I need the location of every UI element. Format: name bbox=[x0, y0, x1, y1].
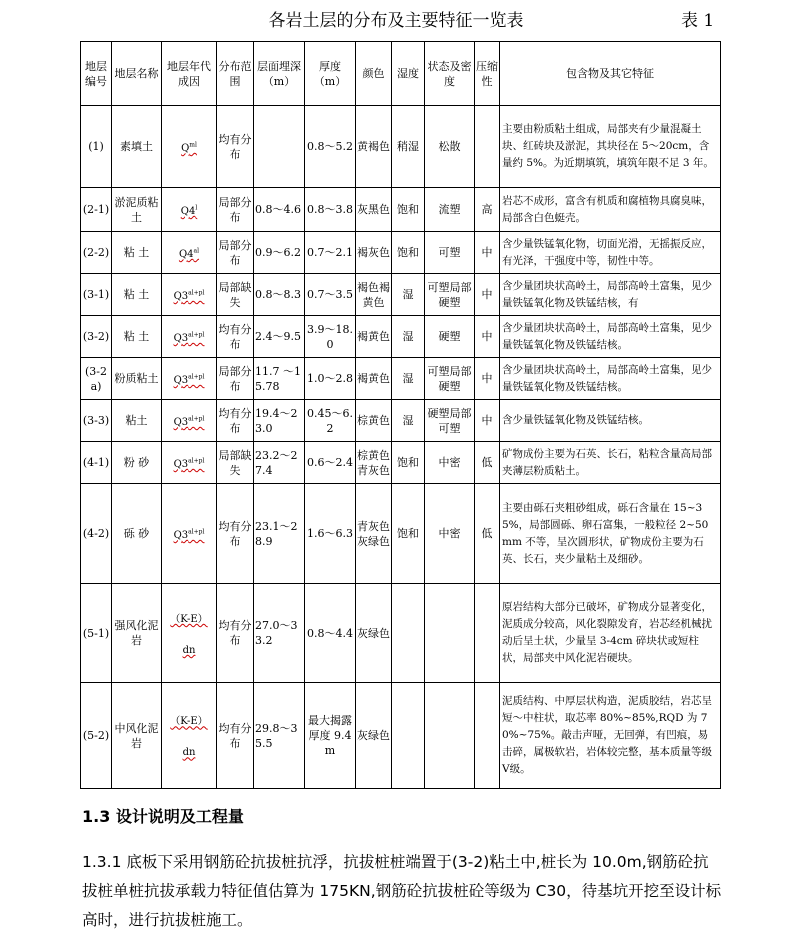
layer-id: (4-2) bbox=[81, 484, 112, 584]
header-range: 分布范围 bbox=[217, 42, 254, 106]
layer-humidity: 饱和 bbox=[392, 442, 425, 484]
layer-name: 粘 土 bbox=[112, 274, 162, 316]
age-main: Q bbox=[173, 458, 182, 470]
age-sup: al+pl bbox=[188, 331, 205, 339]
table-number: 表 1 bbox=[681, 11, 715, 31]
header-features: 包含物及其它特征 bbox=[500, 42, 721, 106]
layer-id: (2-1) bbox=[81, 188, 112, 232]
layer-age bbox=[162, 400, 217, 442]
layer-range: 局部分布 bbox=[217, 232, 254, 274]
table-row bbox=[81, 442, 721, 484]
layer-color: 棕黄色青灰色 bbox=[356, 442, 392, 484]
layer-age bbox=[162, 584, 217, 683]
layer-name: 砾 砂 bbox=[112, 484, 162, 584]
layer-age bbox=[162, 316, 217, 358]
layer-name: 中风化泥 岩 bbox=[112, 683, 162, 789]
age-symbol bbox=[174, 457, 205, 470]
age-main: Q bbox=[178, 248, 188, 260]
layer-humidity: 湿 bbox=[392, 400, 425, 442]
layer-thickness: 最大揭露厚度 9.4m bbox=[305, 683, 356, 789]
age-sub: 4 bbox=[187, 248, 194, 260]
age-main: Q bbox=[173, 332, 182, 344]
age-sub: 3 bbox=[181, 529, 189, 541]
layer-compressibility bbox=[475, 584, 500, 683]
layer-color: 黄褐色 bbox=[356, 106, 392, 188]
layer-features: 原岩结构大部分已破坏，矿物成分显著变化，泥质成分较高，风化裂隙发育，岩芯经机械扰动后呈土状，少量呈 3-4cm 碎块状或短柱状，局部夹中风化泥岩硬块。 bbox=[500, 584, 721, 683]
layer-range: 局部分布 bbox=[217, 358, 254, 400]
age-sup: l bbox=[195, 204, 198, 212]
age-sup: ml bbox=[189, 141, 197, 149]
layer-humidity: 饱和 bbox=[392, 232, 425, 274]
layer-color: 褐黄色 bbox=[356, 358, 392, 400]
layer-compressibility: 中 bbox=[475, 274, 500, 316]
age-main: Q bbox=[173, 416, 182, 428]
section-paragraph: 1.3.1 底板下采用钢筋砼抗拔桩抗浮，抗拔桩桩端置于(3-2)粘土中,桩长为 10.0m,钢筋砼抗拔桩单桩抗拔承载力特征值估算为 175KN,钢筋砼抗拔桩砼等级为 C30，待基坑开挖至设计标高时，进行抗拔桩施工。 bbox=[82, 853, 722, 929]
age-sub: 3 bbox=[181, 374, 189, 386]
layer-humidity: 稍湿 bbox=[392, 106, 425, 188]
layer-depth: 0.8～4.6 bbox=[254, 188, 305, 232]
age-sup: al+pl bbox=[188, 289, 205, 297]
section-heading: 1.3 设计说明及工程量 bbox=[82, 807, 244, 826]
layer-range: 均有分布 bbox=[217, 683, 254, 789]
layer-features: 含少量铁锰氧化物及铁锰结核。 bbox=[500, 400, 721, 442]
layer-id: (3-3) bbox=[81, 400, 112, 442]
layer-range: 局部分布 bbox=[217, 188, 254, 232]
layer-range: 局部缺失 bbox=[217, 442, 254, 484]
table-row bbox=[81, 683, 721, 789]
layer-depth: 27.0～33.2 bbox=[254, 584, 305, 683]
layer-state bbox=[425, 683, 475, 789]
layer-compressibility: 中 bbox=[475, 232, 500, 274]
layer-name: 粘土 bbox=[112, 400, 162, 442]
layer-humidity: 湿 bbox=[392, 274, 425, 316]
layer-thickness: 0.45～6.2 bbox=[305, 400, 356, 442]
table-row bbox=[81, 400, 721, 442]
header-state: 状态及密度 bbox=[425, 42, 475, 106]
layer-id: (2-2) bbox=[81, 232, 112, 274]
layer-features: 含少量团块状高岭土，局部高岭土富集，见少量铁锰氧化物及铁锰结核。 bbox=[500, 358, 721, 400]
layer-name: 粘 土 bbox=[112, 232, 162, 274]
table-row bbox=[81, 274, 721, 316]
table-row bbox=[81, 358, 721, 400]
soil-layer-table bbox=[80, 41, 721, 789]
layer-state: 中密 bbox=[425, 442, 475, 484]
layer-id: (5-1) bbox=[81, 584, 112, 683]
layer-humidity bbox=[392, 683, 425, 789]
age-main: Q bbox=[173, 529, 182, 541]
layer-age bbox=[162, 358, 217, 400]
layer-thickness: 1.0～2.8 bbox=[305, 358, 356, 400]
layer-age bbox=[162, 274, 217, 316]
layer-features: 矿物成份主要为石英、长石，粘粒含量高局部夹薄层粉质粘土。 bbox=[500, 442, 721, 484]
layer-color: 褐灰色 bbox=[356, 232, 392, 274]
layer-state: 硬塑局部可塑 bbox=[425, 400, 475, 442]
layer-compressibility: 中 bbox=[475, 358, 500, 400]
layer-state: 中密 bbox=[425, 484, 475, 584]
layer-color: 青灰色灰绿色 bbox=[356, 484, 392, 584]
layer-range: 均有分布 bbox=[217, 584, 254, 683]
layer-thickness: 0.8～4.4 bbox=[305, 584, 356, 683]
age-sub: 3 bbox=[181, 458, 189, 470]
age-sup: al+pl bbox=[188, 457, 205, 465]
age-symbol bbox=[174, 373, 205, 386]
layer-name: 素填土 bbox=[112, 106, 162, 188]
header-id: 地层编号 bbox=[81, 42, 112, 106]
table-header-row bbox=[81, 42, 721, 106]
table-row bbox=[81, 584, 721, 683]
age-sub: 4 bbox=[188, 205, 196, 217]
layer-name: 淤泥质粘土 bbox=[112, 188, 162, 232]
layer-color: 灰黑色 bbox=[356, 188, 392, 232]
layer-age bbox=[162, 484, 217, 584]
age-symbol bbox=[181, 204, 198, 217]
layer-age bbox=[162, 188, 217, 232]
layer-depth: 11.7 ～15.78 bbox=[254, 358, 305, 400]
layer-compressibility: 低 bbox=[475, 484, 500, 584]
age-sup: al+pl bbox=[188, 415, 205, 423]
layer-id: (3-2) bbox=[81, 316, 112, 358]
layer-state: 松散 bbox=[425, 106, 475, 188]
layer-features: 含少量团块状高岭土，局部高岭土富集，见少量铁锰氧化物及铁锰结核。 bbox=[500, 316, 721, 358]
layer-features: 主要由粉质粘土组成，局部夹有少量混凝土块、红砖块及淤泥，其块径在 5～20cm，含量约 5%。为近期填筑，填筑年限不足 3 年。 bbox=[500, 106, 721, 188]
header-name: 地层名称 bbox=[112, 42, 162, 106]
layer-humidity: 饱和 bbox=[392, 484, 425, 584]
layer-features: 泥质结构、中厚层状构造，泥质胶结，岩芯呈短～中柱状，取芯率 80%~85%,RQD 为 70%~75%。敲击声哑，无回弹，有凹痕，易击碎，属极软岩，岩体较完整，基本质量等级Ⅴ级。 bbox=[500, 683, 721, 789]
age-symbol bbox=[181, 141, 197, 154]
layer-range: 局部缺失 bbox=[217, 274, 254, 316]
age-symbol bbox=[174, 289, 205, 302]
layer-state: 可塑局部硬塑 bbox=[425, 274, 475, 316]
layer-state bbox=[425, 584, 475, 683]
age-sub: 3 bbox=[181, 332, 189, 344]
layer-id: (5-2) bbox=[81, 683, 112, 789]
age-symbol bbox=[174, 528, 205, 541]
age-sup: al bbox=[193, 247, 200, 255]
layer-id: (3-2a) bbox=[81, 358, 112, 400]
layer-thickness: 0.8～5.2 bbox=[305, 106, 356, 188]
layer-humidity bbox=[392, 584, 425, 683]
layer-name: 粉质粘土 bbox=[112, 358, 162, 400]
layer-compressibility: 低 bbox=[475, 442, 500, 484]
layer-range: 均有分布 bbox=[217, 400, 254, 442]
header-compressibility: 压缩性 bbox=[475, 42, 500, 106]
header-humidity: 湿度 bbox=[392, 42, 425, 106]
layer-age bbox=[162, 442, 217, 484]
layer-thickness: 0.8～3.8 bbox=[305, 188, 356, 232]
layer-depth: 0.9～6.2 bbox=[254, 232, 305, 274]
layer-color: 褐黄色 bbox=[356, 316, 392, 358]
age-main: Q bbox=[181, 142, 190, 154]
layer-id: (3-1) bbox=[81, 274, 112, 316]
layer-range: 均有分布 bbox=[217, 484, 254, 584]
layer-id: (4-1) bbox=[81, 442, 112, 484]
header-depth: 层面埋深（m） bbox=[254, 42, 305, 106]
layer-name: 粘 土 bbox=[112, 316, 162, 358]
layer-depth: 29.8～35.5 bbox=[254, 683, 305, 789]
age-main: Q bbox=[173, 290, 182, 302]
layer-age bbox=[162, 683, 217, 789]
layer-compressibility: 中 bbox=[475, 316, 500, 358]
age-main: Q bbox=[180, 205, 189, 217]
age-sup: al+pl bbox=[188, 528, 205, 536]
layer-thickness: 3.9～18.0 bbox=[305, 316, 356, 358]
layer-thickness: 0.6～2.4 bbox=[305, 442, 356, 484]
age-symbol bbox=[174, 415, 205, 428]
table-row bbox=[81, 316, 721, 358]
layer-compressibility bbox=[475, 683, 500, 789]
age-symbol bbox=[170, 612, 207, 625]
layer-depth: 23.2～27.4 bbox=[254, 442, 305, 484]
layer-features: 岩芯不成形，富含有机质和腐植物具腐臭味，局部含白色蜓壳。 bbox=[500, 188, 721, 232]
header-color: 颜色 bbox=[356, 42, 392, 106]
layer-state: 流塑 bbox=[425, 188, 475, 232]
layer-state: 可塑局部硬塑 bbox=[425, 358, 475, 400]
layer-humidity: 湿 bbox=[392, 316, 425, 358]
layer-thickness: 1.6～6.3 bbox=[305, 484, 356, 584]
layer-compressibility: 中 bbox=[475, 400, 500, 442]
layer-color: 褐色褐黄色 bbox=[356, 274, 392, 316]
age-symbol bbox=[174, 331, 205, 344]
layer-id: (1) bbox=[81, 106, 112, 188]
layer-name: 强风化泥 岩 bbox=[112, 584, 162, 683]
layer-age bbox=[162, 232, 217, 274]
layer-color: 棕黄色 bbox=[356, 400, 392, 442]
age-sup: al+pl bbox=[188, 373, 205, 381]
layer-color: 灰绿色 bbox=[356, 683, 392, 789]
layer-compressibility: 高 bbox=[475, 188, 500, 232]
layer-range: 均有分布 bbox=[217, 316, 254, 358]
layer-range: 均有分布 bbox=[217, 106, 254, 188]
layer-color: 灰绿色 bbox=[356, 584, 392, 683]
layer-depth: 23.1～28.9 bbox=[254, 484, 305, 584]
age-symbol bbox=[179, 247, 199, 260]
layer-features: 含少量铁锰氧化物，切面光滑，无摇振反应，有光泽，干强度中等，韧性中等。 bbox=[500, 232, 721, 274]
age-extra: dn bbox=[182, 644, 196, 656]
page-title: 各岩土层的分布及主要特征一览表 bbox=[268, 11, 524, 31]
layer-humidity: 湿 bbox=[392, 358, 425, 400]
layer-state: 硬塑 bbox=[425, 316, 475, 358]
layer-thickness: 0.7～2.1 bbox=[305, 232, 356, 274]
layer-name: 粉 砂 bbox=[112, 442, 162, 484]
layer-age bbox=[162, 106, 217, 188]
age-main: （K-E） bbox=[170, 613, 208, 625]
layer-compressibility bbox=[475, 106, 500, 188]
table-row bbox=[81, 106, 721, 188]
layer-features: 含少量团块状高岭土，局部高岭土富集，见少量铁锰氧化物及铁锰结核，有 bbox=[500, 274, 721, 316]
layer-humidity: 饱和 bbox=[392, 188, 425, 232]
age-main: （K-E） bbox=[170, 716, 208, 728]
table-row bbox=[81, 232, 721, 274]
age-sub: 3 bbox=[181, 416, 189, 428]
age-main: Q bbox=[173, 374, 182, 386]
layer-depth: 19.4～23.0 bbox=[254, 400, 305, 442]
age-sub: 3 bbox=[181, 290, 189, 302]
layer-features: 主要由砾石夹粗砂组成，砾石含量在 15~35%，局部圆砾、卵石富集，一般粒径 2~50mm 不等，呈次圆形状，矿物成份主要为石英、长石，夹少量粘土及细砂。 bbox=[500, 484, 721, 584]
header-thickness: 厚度（m） bbox=[305, 42, 356, 106]
age-extra: dn bbox=[182, 747, 196, 759]
table-row bbox=[81, 484, 721, 584]
layer-depth bbox=[254, 106, 305, 188]
age-symbol bbox=[170, 714, 207, 727]
header-age: 地层年代成因 bbox=[162, 42, 217, 106]
layer-state: 可塑 bbox=[425, 232, 475, 274]
layer-depth: 2.4～9.5 bbox=[254, 316, 305, 358]
layer-depth: 0.8～8.3 bbox=[254, 274, 305, 316]
layer-thickness: 0.7～3.5 bbox=[305, 274, 356, 316]
table-row bbox=[81, 188, 721, 232]
